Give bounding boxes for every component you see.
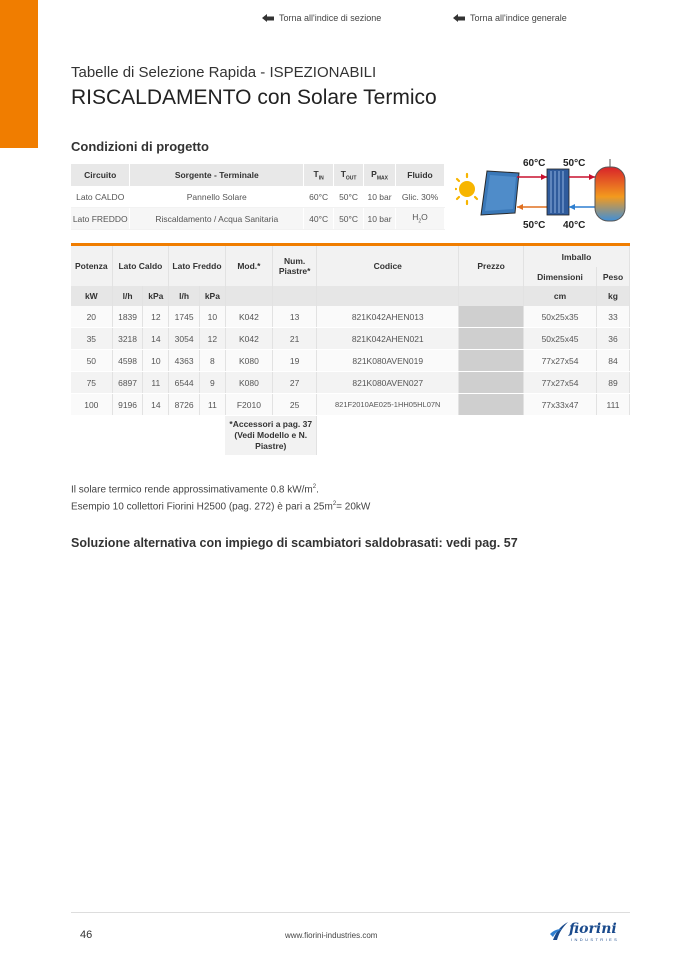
temp-label: 50°C xyxy=(563,158,586,169)
temp-label: 40°C xyxy=(563,220,586,231)
price-cell xyxy=(459,328,524,350)
note-line: Il solare termico rende approssimativamente 0.8 $kW/m^2$. xyxy=(71,484,319,496)
unit-caldo-kpa: kPa xyxy=(143,286,169,306)
header-lato-freddo: Lato Freddo xyxy=(169,245,226,287)
storage-tank-icon xyxy=(595,159,625,221)
header-lato-caldo: Lato Caldo xyxy=(112,245,169,287)
header-sorgente: Sorgente - Terminale xyxy=(130,164,304,186)
unit-freddo-lh: l/h xyxy=(169,286,200,306)
selection-table xyxy=(71,243,630,456)
header-potenza: Potenza xyxy=(71,245,112,287)
fiorini-logo: fiorini INDUSTRIES xyxy=(549,920,631,944)
conditions-table xyxy=(71,164,445,230)
unit-freddo-kpa: kPa xyxy=(200,286,226,306)
unit-caldo-lh: l/h xyxy=(112,286,143,306)
temp-label: 60°C xyxy=(523,158,546,169)
header-prezzo: Prezzo xyxy=(459,245,524,287)
plate-heat-exchanger-icon xyxy=(547,169,569,215)
table-row: Lato CALDO Pannello Solare 60°C 50°C 10 bar Glic. 30% xyxy=(71,186,445,208)
unit-cm: cm xyxy=(524,286,597,306)
unit-kg: kg xyxy=(597,286,630,306)
header-tin: $T_{IN}$ xyxy=(304,164,334,186)
header-num-piastre: Num. Piastre* xyxy=(273,245,317,287)
solar-system-diagram xyxy=(455,155,635,235)
header-dimensioni: Dimensioni xyxy=(524,267,597,286)
header-pmax: $P_{MAX}$ xyxy=(364,164,396,186)
table-row: 20 1839 12 1745 10 K042 13 821K042AHEN013 50x25x35 33 xyxy=(71,306,630,328)
header-imballo: Imballo xyxy=(524,245,630,268)
table-row: Lato FREDDO Riscaldamento / Acqua Sanitaria 40°C 50°C 10 bar $H_2O$ xyxy=(71,208,445,230)
back-to-section-link[interactable]: Torna all'indice di sezione xyxy=(262,13,381,23)
website-link[interactable]: www.fiorini-industries.com xyxy=(285,931,378,940)
section-color-tab xyxy=(0,0,38,148)
header-codice: Codice xyxy=(317,245,459,287)
alternative-solution-link[interactable]: Soluzione alternativa con impiego di scambiatori saldobrasati: vedi pag. 57 xyxy=(71,536,518,550)
table-row: 35 3218 14 3054 12 K042 21 821K042AHEN021 50x25x45 36 xyxy=(71,328,630,350)
fiorini-logo-icon xyxy=(549,920,569,942)
header-tout: $T_{OUT}$ xyxy=(334,164,364,186)
back-to-general-link[interactable]: Torna all'indice generale xyxy=(453,13,567,23)
sun-icon xyxy=(455,174,477,204)
back-arrow-icon xyxy=(262,14,274,22)
unit-kw: kW xyxy=(71,286,112,306)
page-title: RISCALDAMENTO con Solare Termico xyxy=(71,86,437,109)
price-cell xyxy=(459,306,524,328)
header-fluido: Fluido xyxy=(396,164,445,186)
header-peso: Peso xyxy=(597,267,630,286)
back-arrow-icon xyxy=(453,14,465,22)
table-row: 75 6897 11 6544 9 K080 27 821K080AVEN027 77x27x54 89 xyxy=(71,372,630,394)
temp-label: 50°C xyxy=(523,220,546,231)
header-mod: Mod.* xyxy=(225,245,272,287)
price-cell xyxy=(459,372,524,394)
note-line: Esempio 10 collettori Fiorini H2500 (pag. 272) è pari a $25m^2= 20kW$ xyxy=(71,501,371,513)
page-number: 46 xyxy=(80,929,93,941)
solar-note xyxy=(71,480,370,515)
price-cell xyxy=(459,394,524,416)
solar-panel-icon xyxy=(481,171,519,215)
table-row: 50 4598 10 4363 8 K080 19 821K080AVEN019 77x27x54 84 xyxy=(71,350,630,372)
header-circuito: Circuito xyxy=(71,164,130,186)
footer-divider xyxy=(71,912,630,913)
conditions-heading: Condizioni di progetto xyxy=(71,139,209,154)
page-subtitle: Tabelle di Selezione Rapida - ISPEZIONABILI xyxy=(71,64,377,81)
price-cell xyxy=(459,350,524,372)
accessories-footnote: *Accessori a pag. 37 (Vedi Modello e N. Piastre) xyxy=(225,416,317,456)
table-row: 100 9196 14 8726 11 F2010 25 821F2010AE025-1HH05HL07N 77x33x47 111 xyxy=(71,394,630,416)
